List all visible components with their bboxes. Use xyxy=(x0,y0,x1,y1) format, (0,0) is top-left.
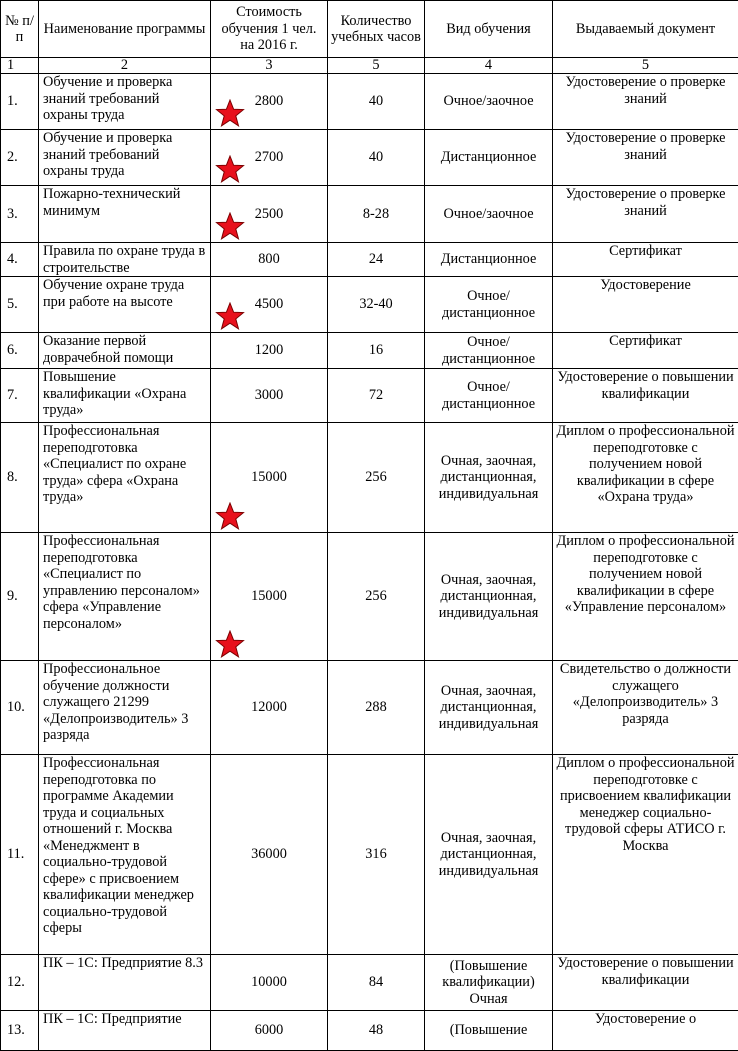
program-study-type: Очное/дистанционное xyxy=(425,369,553,423)
column-number: 5 xyxy=(553,58,738,74)
program-document: Удостоверение о проверке знаний xyxy=(553,186,738,243)
program-cost: 2800 xyxy=(255,93,284,110)
table-row xyxy=(1,186,738,243)
program-cost: 2700 xyxy=(255,149,284,166)
program-study-type: (Повышение квалификации) Очная xyxy=(425,955,553,1011)
program-document: Диплом о профессиональной переподготовке с получением новой квалификации в сфере «Управление персоналом» xyxy=(553,533,738,661)
program-name: ПК – 1С: Предприятие xyxy=(39,1011,211,1051)
program-name: Профессиональная переподготовка по программе Академии труда и социальных отношений г. Москва «Менеджмент в социально-трудовой сфере» с присвоением квалификации менеджер социально-трудовой сферы xyxy=(39,755,211,955)
program-cost: 15000 xyxy=(251,588,287,605)
program-document: Удостоверение о повышении квалификации xyxy=(553,369,738,423)
column-number-row xyxy=(1,58,738,74)
program-document: Удостоверение о проверке знаний xyxy=(553,74,738,130)
program-hours: 316 xyxy=(328,755,425,955)
row-number: 7. xyxy=(1,369,39,423)
program-name: Пожарно-технический минимум xyxy=(39,186,211,243)
program-hours: 8-28 xyxy=(328,186,425,243)
program-hours: 40 xyxy=(328,130,425,186)
header-name: Наименование программы xyxy=(39,1,211,58)
program-name: Правила по охране труда в строительстве xyxy=(39,243,211,277)
program-cost: 6000 xyxy=(255,1022,284,1039)
program-cost-cell xyxy=(211,277,328,333)
row-number: 5. xyxy=(1,277,39,333)
program-hours: 72 xyxy=(328,369,425,423)
row-number: 11. xyxy=(1,755,39,955)
table-row xyxy=(1,755,738,955)
program-cost-cell xyxy=(211,130,328,186)
program-hours: 16 xyxy=(328,333,425,369)
program-cost-cell xyxy=(211,533,328,661)
header-type: Вид обучения xyxy=(425,1,553,58)
program-hours: 24 xyxy=(328,243,425,277)
table-row xyxy=(1,661,738,755)
table-row xyxy=(1,1011,738,1051)
program-hours: 288 xyxy=(328,661,425,755)
program-study-type: Очная, заочная, дистанционная, индивидуальная xyxy=(425,755,553,955)
program-hours: 84 xyxy=(328,955,425,1011)
program-name: Профессиональная переподготовка «Специалист по охране труда» сфера «Охрана труда» xyxy=(39,423,211,533)
red-star-icon xyxy=(215,302,245,330)
program-name: ПК – 1С: Предприятие 8.3 xyxy=(39,955,211,1011)
program-study-type: Дистанционное xyxy=(425,243,553,277)
program-cost-cell xyxy=(211,955,328,1011)
red-star-icon xyxy=(215,630,245,658)
table-row xyxy=(1,130,738,186)
red-star-icon xyxy=(215,99,245,127)
program-document: Удостоверение о проверке знаний xyxy=(553,130,738,186)
table-row xyxy=(1,369,738,423)
program-name: Профессиональное обучение должности служащего 21299 «Делопроизводитель» 3 разряда xyxy=(39,661,211,755)
program-hours: 256 xyxy=(328,423,425,533)
program-cost-cell xyxy=(211,369,328,423)
red-star-icon xyxy=(215,155,245,183)
header-doc: Выдаваемый документ xyxy=(553,1,738,58)
row-number: 3. xyxy=(1,186,39,243)
header-num: № п/п xyxy=(1,1,39,58)
table-header-row xyxy=(1,1,738,58)
program-cost-cell xyxy=(211,1011,328,1051)
row-number: 6. xyxy=(1,333,39,369)
row-number: 12. xyxy=(1,955,39,1011)
table-row xyxy=(1,74,738,130)
column-number: 1 xyxy=(1,58,39,74)
program-cost-cell xyxy=(211,423,328,533)
program-cost: 800 xyxy=(258,251,279,268)
program-name: Обучение охране труда при работе на высоте xyxy=(39,277,211,333)
program-cost-cell xyxy=(211,243,328,277)
program-name: Обучение и проверка знаний требований охраны труда xyxy=(39,130,211,186)
program-name: Обучение и проверка знаний требований охраны труда xyxy=(39,74,211,130)
program-cost-cell xyxy=(211,333,328,369)
program-document: Удостоверение о повышении квалификации xyxy=(553,955,738,1011)
program-study-type: Очное/дистанционное xyxy=(425,277,553,333)
row-number: 9. xyxy=(1,533,39,661)
program-study-type: Очное/дистанционное xyxy=(425,333,553,369)
row-number: 2. xyxy=(1,130,39,186)
program-study-type: Очная, заочная, дистанционная, индивидуальная xyxy=(425,661,553,755)
table-row xyxy=(1,955,738,1011)
program-study-type: Очное/заочное xyxy=(425,186,553,243)
program-cost-cell xyxy=(211,74,328,130)
program-cost: 2500 xyxy=(255,206,284,223)
column-number: 2 xyxy=(39,58,211,74)
program-hours: 48 xyxy=(328,1011,425,1051)
table-row xyxy=(1,277,738,333)
red-star-icon xyxy=(215,212,245,240)
program-document: Удостоверение о xyxy=(553,1011,738,1051)
red-star-icon xyxy=(215,502,245,530)
column-number: 3 xyxy=(211,58,328,74)
program-document: Свидетельство о должности служащего «Делопроизводитель» 3 разряда xyxy=(553,661,738,755)
program-cost: 15000 xyxy=(251,469,287,486)
program-cost: 10000 xyxy=(251,974,287,991)
program-study-type: Очное/заочное xyxy=(425,74,553,130)
row-number: 10. xyxy=(1,661,39,755)
program-study-type: (Повышение xyxy=(425,1011,553,1051)
table-row xyxy=(1,533,738,661)
column-number: 5 xyxy=(328,58,425,74)
table-row xyxy=(1,423,738,533)
header-cost: Стоимость обучения 1 чел. на 2016 г. xyxy=(211,1,328,58)
table-row xyxy=(1,333,738,369)
program-cost: 1200 xyxy=(255,342,284,359)
program-study-type: Очная, заочная, дистанционная, индивидуальная xyxy=(425,423,553,533)
program-cost: 36000 xyxy=(251,846,287,863)
program-document: Удостоверение xyxy=(553,277,738,333)
program-name: Повышение квалификации «Охрана труда» xyxy=(39,369,211,423)
program-cost: 3000 xyxy=(255,387,284,404)
program-cost-cell xyxy=(211,661,328,755)
program-cost-cell xyxy=(211,755,328,955)
row-number: 8. xyxy=(1,423,39,533)
program-name: Профессиональная переподготовка «Специалист по управлению персоналом» сфера «Управление персоналом» xyxy=(39,533,211,661)
program-document: Диплом о профессиональной переподготовке с присвоением квалификации менеджер социально-трудовой сферы АТИСО г. Москва xyxy=(553,755,738,955)
program-study-type: Дистанционное xyxy=(425,130,553,186)
row-number: 1. xyxy=(1,74,39,130)
program-cost: 4500 xyxy=(255,296,284,313)
program-study-type: Очная, заочная, дистанционная, индивидуальная xyxy=(425,533,553,661)
column-number: 4 xyxy=(425,58,553,74)
program-document: Диплом о профессиональной переподготовке с получением новой квалификации в сфере «Охрана труда» xyxy=(553,423,738,533)
program-hours: 40 xyxy=(328,74,425,130)
program-document: Сертификат xyxy=(553,333,738,369)
program-hours: 256 xyxy=(328,533,425,661)
row-number: 4. xyxy=(1,243,39,277)
program-name: Оказание первой доврачебной помощи xyxy=(39,333,211,369)
row-number: 13. xyxy=(1,1011,39,1051)
program-hours: 32-40 xyxy=(328,277,425,333)
table-row xyxy=(1,243,738,277)
program-cost: 12000 xyxy=(251,699,287,716)
program-document: Сертификат xyxy=(553,243,738,277)
program-cost-cell xyxy=(211,186,328,243)
header-hours: Количество учебных часов xyxy=(328,1,425,58)
